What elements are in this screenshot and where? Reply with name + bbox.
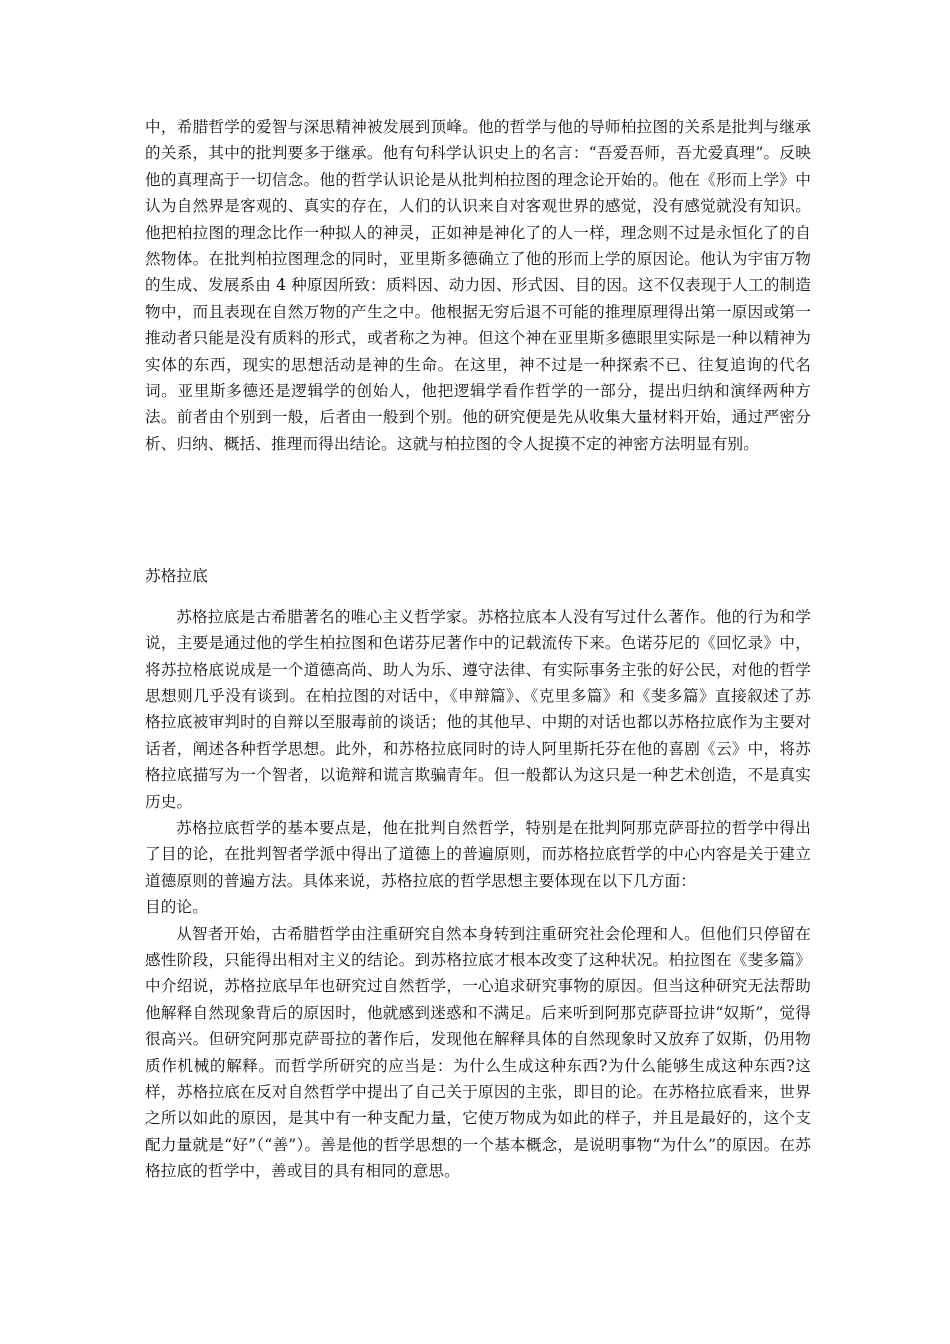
subheading-teleology: 目的论。	[145, 898, 208, 917]
paragraph-socrates-intro: 苏格拉底是古希腊著名的唯心主义哲学家。苏格拉底本人没有写过什么著作。他的行为和学说，主要是通过他的学生柏拉图和色诺芬尼著作中的记载流传下来。色诺芬尼的《回忆录》中，将苏拉格底说成是一个道德高尚、助人为乐、遵守法律、有实际事务主张的好公民，对他的哲学思想则几乎没有谈到。在柏拉图的对话中，《申辩篇》、《克里多篇》和《斐多篇》直接叙述了苏格拉底被审判时的自辩以至服毒前的谈话；他的其他早、中期的对话也都以苏格拉底作为主要对话者，阐述各种哲学思想。此外，和苏格拉底同时的诗人阿里斯托芬在他的喜剧《云》中，将苏格拉底描写为一个智者，以诡辩和谎言欺骗青年。但一般都认为这只是一种艺术创造，不是真实历史。	[145, 607, 811, 811]
section-gap	[145, 457, 811, 563]
paragraph-aristotle: 中，希腊哲学的爱智与深思精神被发展到顶峰。他的哲学与他的导师柏拉图的关系是批判与继承的关系，其中的批判要多于继承。他有句科学认识史上的名言：“吾爱吾师，吾尤爱真理”。反映他的真理高于一切信念。他的哲学认识论是从批判柏拉图的理念论开始的。他在《形而上学》中认为自然界是客观的、真实的存在，人们的认识来自对客观世界的感觉，没有感觉就没有知识。他把柏拉图的理念比作一种拟人的神灵，正如神是神化了的人一样，理念则不过是永恒化了的自然物体。在批判柏拉图理念的同时，亚里斯多德确立了他的形而上学的原因论。他认为宇宙万物的生成、发展系由 4 种原因所致：质料因、动力因、形式因、目的因。这不仅表现于人工的制造物中，而且表现在自然万物的产生之中。他根据无穷后退不可能的推理原理得出第一原因或第一推动者只能是没有质料的形式，或者称之为神。但这个神在亚里斯多德眼里实际是一种以精神为实体的东西，现实的思想活动是神的生命。在这里，神不过是一种探索不已、往复追询的代名词。亚里斯多德还是逻辑学的创始人，他把逻辑学看作哲学的一部分，提出归纳和演绎两种方法。前者由个别到一般，后者由一般到个别。他的研究便是先从收集大量材料开始，通过严密分析、归纳、概括、推理而得出结论。这就与柏拉图的令人捉摸不定的神密方法明显有别。	[145, 118, 811, 453]
document-body	[145, 114, 811, 1185]
paragraph-socrates-basics: 苏格拉底哲学的基本要点是，他在批判自然哲学，特别是在批判阿那克萨哥拉的哲学中得出了目的论，在批判智者学派中得出了道德上的普遍原则，而苏格拉底哲学的中心内容是关于建立道德原则的普遍方法。具体来说，苏格拉底的哲学思想主要体现在以下几方面：	[145, 818, 811, 890]
paragraph-teleology: 从智者开始，古希腊哲学由注重研究自然本身转到注重研究社会伦理和人。但他们只停留在感性阶段，只能得出相对主义的结论。到苏格拉底才根本改变了这种状况。柏拉图在《斐多篇》中介绍说，苏格拉底早年也研究过自然哲学，一心追求研究事物的原因。但当这种研究无法帮助他解释自然现象背后的原因时，他就感到迷惑和不满足。后来听到阿那克萨哥拉讲“奴斯”，觉得很高兴。但研究阿那克萨哥拉的著作后，发现他在解释具体的自然现象时又放弃了奴斯，仍用物质作机械的解释。而哲学所研究的应当是：为什么生成这种东西?为什么能够生成这种东西?这样，苏格拉底在反对自然哲学中提出了自己关于原因的主张，即目的论。在苏格拉底看来，世界之所以如此的原因，是其中有一种支配力量，它使万物成为如此的样子，并且是最好的，这个支配力量就是“好”（“善”）。善是他的哲学思想的一个基本概念，是说明事物“为什么”的原因。在苏格拉底的哲学中，善或目的具有相同的意思。	[145, 924, 811, 1181]
section-heading-socrates: 苏格拉底	[145, 567, 208, 586]
